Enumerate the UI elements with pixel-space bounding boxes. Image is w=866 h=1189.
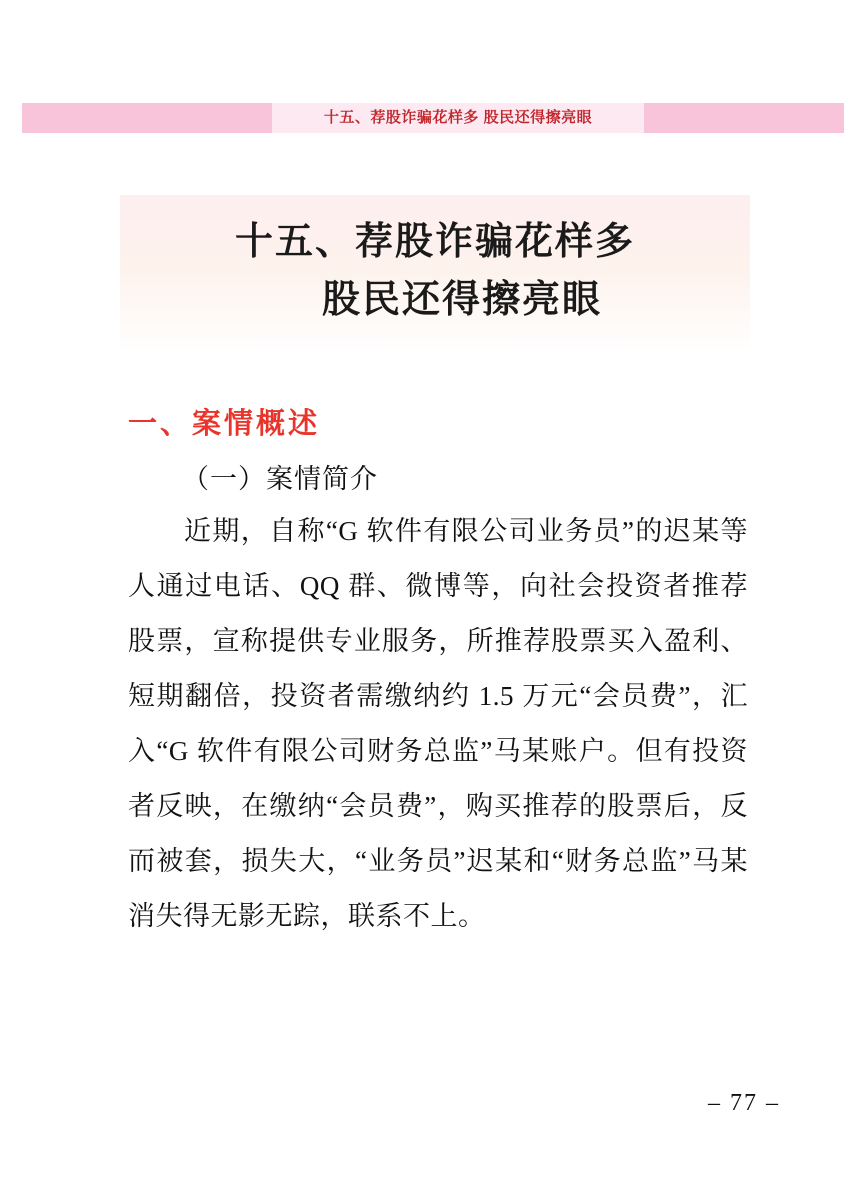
- chapter-title-line-2: 股民还得擦亮眼: [321, 279, 602, 321]
- document-body: [128, 400, 748, 944]
- section-heading: 一、案情概述: [128, 408, 321, 440]
- chapter-title: [120, 195, 750, 351]
- page-number: – 77 –: [708, 1090, 780, 1116]
- header-band-left: [22, 103, 272, 133]
- running-header: [22, 103, 844, 133]
- subsection-heading: （一）案情简介: [182, 464, 378, 494]
- header-band-right: [644, 103, 844, 133]
- body-paragraph: 近期，自称“G 软件有限公司业务员”的迟某等人通过电话、QQ 群、微博等，向社会投资者推荐股票，宣称提供专业服务，所推荐股票买入盈利、短期翻倍，投资者需缴纳约 1.5 万元“会员费”，汇入“G 软件有限公司财务总监”马某账户。但有投资者反映，在缴纳“会员费”，购买推荐的股票后，反而被套，损失大，“业务员”迟某和“财务总监”马某消失得无影无踪，联系不上。: [128, 516, 748, 931]
- running-header-text: 十五、荐股诈骗花样多 股民还得擦亮眼: [323, 109, 593, 126]
- chapter-title-line-1: 十五、荐股诈骗花样多: [234, 221, 635, 263]
